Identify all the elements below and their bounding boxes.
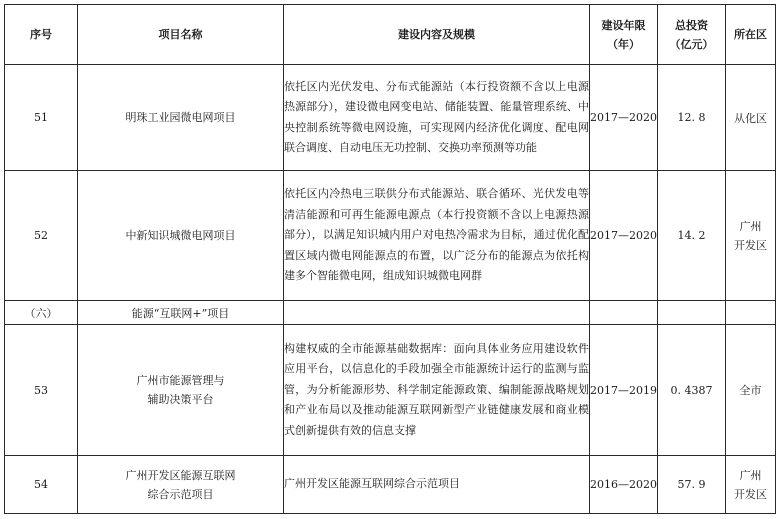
row-district: [726, 456, 776, 514]
row-district: [726, 171, 776, 301]
row-seq: 53: [5, 325, 78, 456]
row-invest: 14. 2: [658, 171, 726, 301]
row-name-line2: 辅助决策平台: [147, 393, 214, 406]
empty-cell: [726, 301, 776, 325]
row-content: 构建权威的全市能源基础数据库：面向具体业务应用建设软件应用平台，以信息化的手段加强全市能源统计运行的监测与监管，为分析能源形势、科学制定能源政策、编制能源战略规划和产业布局以及推动能源互联网新型产业链健康发展和商业模式创新提供有效的信息支撑: [284, 325, 590, 456]
section-row: [5, 301, 776, 325]
row-seq: 54: [5, 456, 78, 514]
header-seq: 序号: [5, 5, 78, 65]
table-row: [5, 456, 776, 514]
row-name-line2: 综合示范项目: [147, 487, 214, 501]
row-district-line1: 广州: [739, 468, 762, 482]
header-years: [590, 5, 658, 65]
row-name-line1: 广州开发区能源互联网: [125, 468, 236, 482]
row-district-line1: 广州: [739, 219, 762, 233]
row-invest: 57. 9: [658, 456, 726, 514]
header-district: 所在区: [726, 5, 776, 65]
row-invest: 0. 4387: [658, 325, 726, 456]
table-row: [5, 325, 776, 456]
row-district: 全市: [726, 325, 776, 456]
header-invest-line1: 总投资: [675, 18, 708, 32]
row-name: 中新知识城微电网项目: [78, 171, 284, 301]
row-district-line2: 开发区: [734, 238, 767, 252]
row-years: 2017—2020: [590, 171, 658, 301]
row-name: [78, 456, 284, 514]
row-seq: 51: [5, 65, 78, 171]
header-invest-line2: （亿元）: [669, 37, 714, 51]
table-row: [5, 65, 776, 171]
empty-cell: [590, 301, 658, 325]
header-row: [5, 5, 776, 65]
row-invest: 12. 8: [658, 65, 726, 171]
row-name: 明珠工业园微电网项目: [78, 65, 284, 171]
row-years: 2017—2019: [590, 325, 658, 456]
row-name-line1: 广州市能源管理与: [136, 374, 225, 387]
row-years: 2017—2020: [590, 65, 658, 171]
header-years-line2: （年）: [607, 37, 640, 51]
row-seq: 52: [5, 171, 78, 301]
empty-cell: [658, 301, 726, 325]
row-content: 广州开发区能源互联网综合示范项目: [284, 456, 590, 514]
header-name: 项目名称: [78, 5, 284, 65]
projects-table: [4, 4, 776, 514]
section-title: 能源“互联网+”项目: [78, 301, 284, 325]
row-district-line2: 开发区: [734, 487, 767, 501]
row-content: 依托区内光伏发电、分布式能源站（本行投资额不含以上电源热源部分），建设微电网变电站、储能装置、能量管理系统、中央控制系统等微电网设施，可实现网内经济优化调度、配电网联合调度、自动电压无功控制、交换功率预测等功能: [284, 65, 590, 171]
header-content: 建设内容及规模: [284, 5, 590, 65]
header-years-line1: 建设年限: [601, 18, 646, 32]
row-content: 依托区内冷热电三联供分布式能源站、联合循环、光伏发电等清洁能源和可再生能源电源点（本行投资额不含以上电源热源部分），以满足知识城内用户对电热冷需求为目标，通过优化配置区域内微电网能源点的布置，以广泛分布的能源点为依托构建多个智能微电网，组成知识城微电网群: [284, 171, 590, 301]
header-invest: [658, 5, 726, 65]
row-name: [78, 325, 284, 456]
empty-cell: [284, 301, 590, 325]
table-row: [5, 171, 776, 301]
row-district: 从化区: [726, 65, 776, 171]
row-years: 2016—2020: [590, 456, 658, 514]
section-seq: （六）: [5, 301, 78, 325]
